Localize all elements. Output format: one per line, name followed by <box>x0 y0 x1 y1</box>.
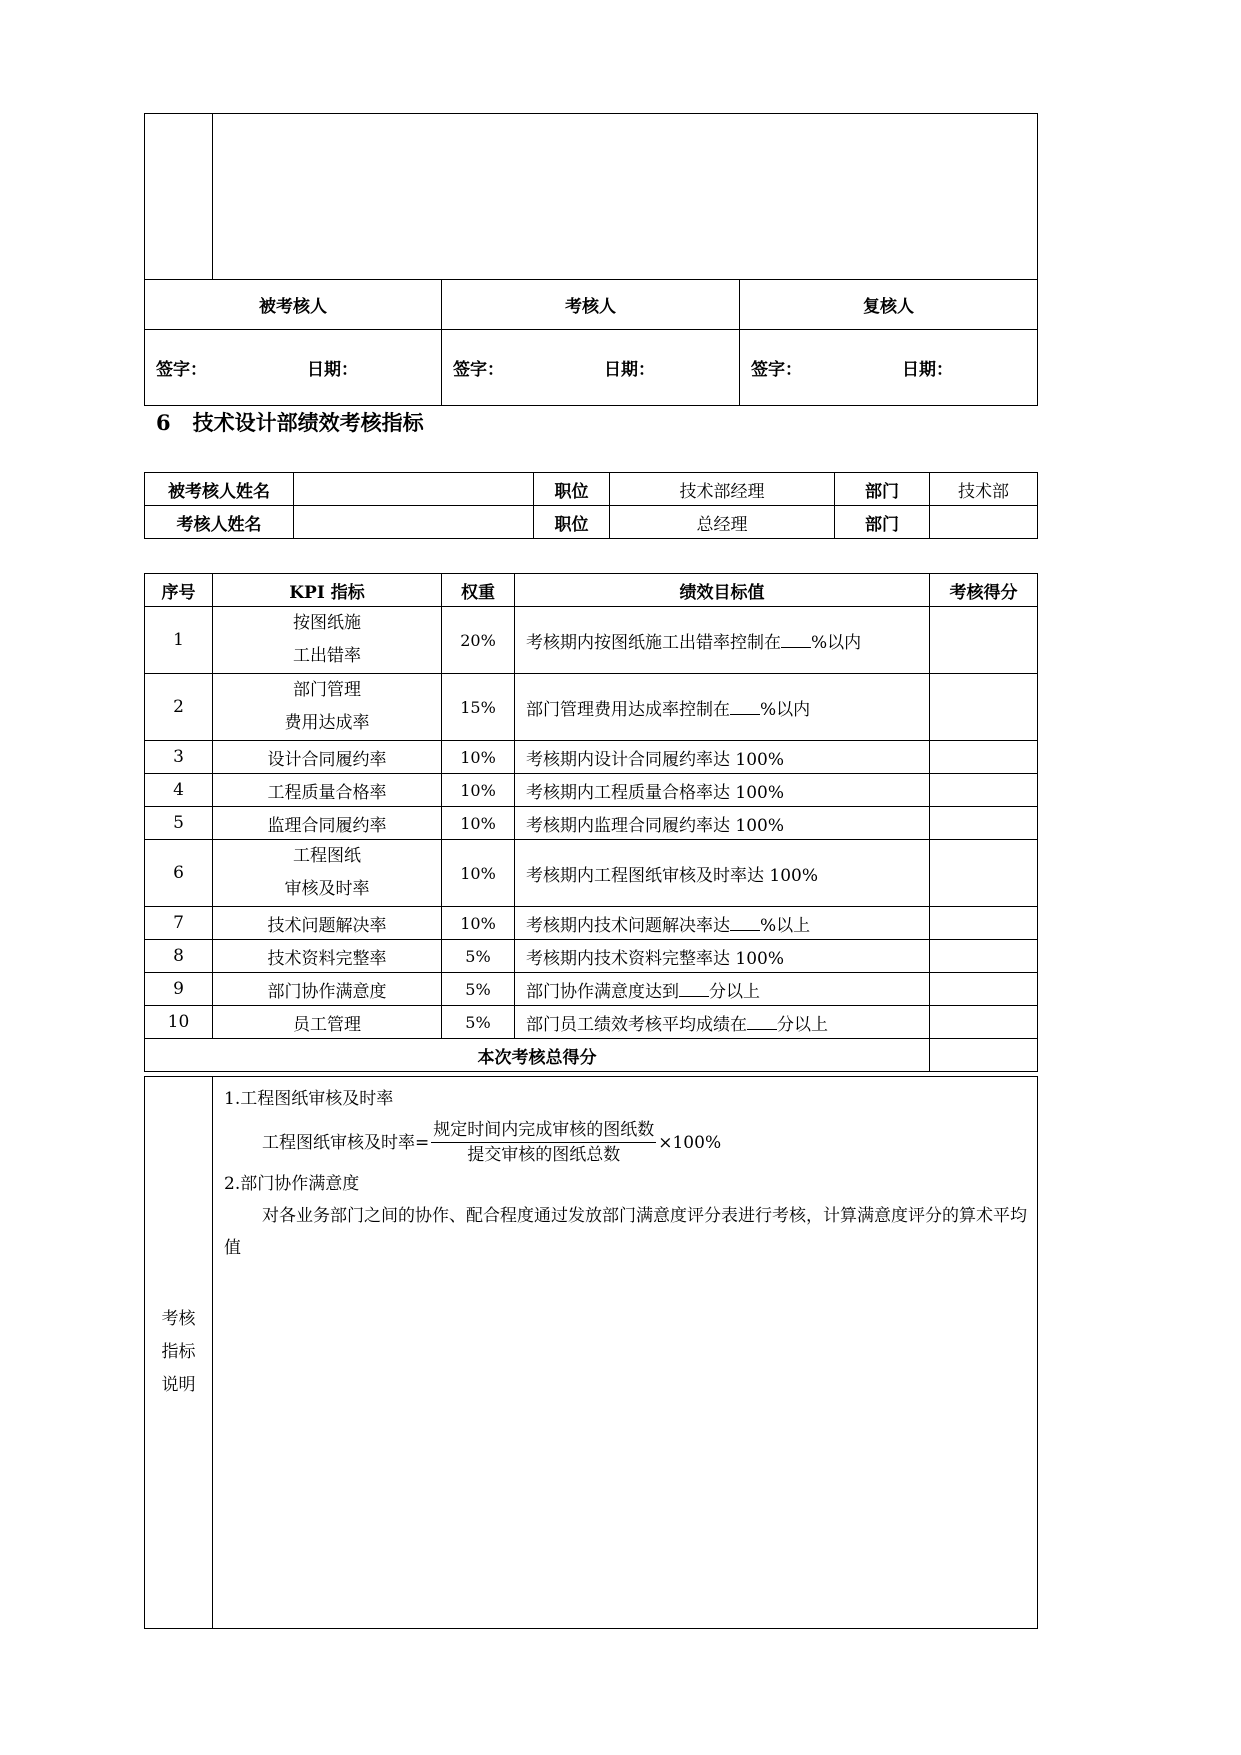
table-row <box>145 907 1038 940</box>
note-item1-title: 1.工程图纸审核及时率 <box>224 1089 394 1109</box>
row-target: 考核期内监理合同履约率达 100% <box>515 807 930 840</box>
fill-blank <box>730 700 760 715</box>
row-weight: 5% <box>442 1006 515 1039</box>
header-reviewer: 复核人 <box>740 280 1038 330</box>
row-kpi: 员工管理 <box>213 1006 442 1039</box>
table-row <box>145 741 1038 774</box>
row-no: 2 <box>145 674 213 741</box>
row-score <box>930 807 1038 840</box>
row-target: 部门协作满意度达到 分以上 <box>515 973 930 1006</box>
row-no: 1 <box>145 607 213 674</box>
row-kpi: 工程质量合格率 <box>213 774 442 807</box>
table-row <box>145 973 1038 1006</box>
row-no: 4 <box>145 774 213 807</box>
table-row <box>145 774 1038 807</box>
notes-label: 考核 指标 说明 <box>145 1077 213 1629</box>
header-assessor: 考核人 <box>442 280 740 330</box>
row-score <box>930 674 1038 741</box>
formula <box>262 1119 1029 1166</box>
row-weight: 20% <box>442 607 515 674</box>
header-kpi: KPI 指标 <box>213 574 442 607</box>
notes-body <box>213 1077 1038 1629</box>
notes-table <box>144 1076 1038 1629</box>
reviewer-sign-cell <box>740 330 1038 406</box>
formula-numerator: 规定时间内完成审核的图纸数 <box>431 1119 656 1143</box>
row-no: 6 <box>145 840 213 907</box>
info-table <box>144 472 1038 539</box>
row-score <box>930 907 1038 940</box>
total-score-value <box>930 1039 1038 1072</box>
row-target: 考核期内工程质量合格率达 100% <box>515 774 930 807</box>
row-target: 考核期内工程图纸审核及时率达 100% <box>515 840 930 907</box>
blank-content-cell <box>213 114 1038 280</box>
row-score <box>930 940 1038 973</box>
table-row <box>145 607 1038 674</box>
date-label: 日期： <box>902 360 953 380</box>
assessor-name-label: 考核人姓名 <box>145 506 294 539</box>
row-kpi: 设计合同履约率 <box>213 741 442 774</box>
table-row <box>145 674 1038 741</box>
note-item2-text: 对各业务部门之间的协作、配合程度通过发放部门满意度评分表进行考核，计算满意度评分的算术平均值 <box>224 1206 1027 1258</box>
assessor-department-value <box>930 506 1038 539</box>
fill-blank <box>730 916 760 931</box>
sign-label: 签字： <box>751 360 802 380</box>
section-title-text: 技术设计部绩效考核指标 <box>192 410 424 435</box>
table-row <box>145 940 1038 973</box>
table-row <box>145 1006 1038 1039</box>
assessee-name-label: 被考核人姓名 <box>145 473 294 506</box>
row-kpi: 技术问题解决率 <box>213 907 442 940</box>
total-score-label: 本次考核总得分 <box>145 1039 930 1072</box>
row-no: 3 <box>145 741 213 774</box>
fill-blank <box>747 1015 777 1030</box>
header-score: 考核得分 <box>930 574 1038 607</box>
row-score <box>930 973 1038 1006</box>
row-target: 部门管理费用达成率控制在 %以内 <box>515 674 930 741</box>
section-title <box>156 407 424 437</box>
row-score <box>930 774 1038 807</box>
row-score <box>930 607 1038 674</box>
row-kpi: 部门协作满意度 <box>213 973 442 1006</box>
date-label: 日期： <box>307 360 358 380</box>
kpi-table <box>144 573 1038 1072</box>
row-kpi: 技术资料完整率 <box>213 940 442 973</box>
row-weight: 5% <box>442 940 515 973</box>
row-target: 部门员工绩效考核平均成绩在 分以上 <box>515 1006 930 1039</box>
formula-fraction <box>431 1119 656 1166</box>
row-kpi: 按图纸施 工出错率 <box>213 607 442 674</box>
row-no: 7 <box>145 907 213 940</box>
row-kpi: 监理合同履约率 <box>213 807 442 840</box>
assessor-name-value <box>294 506 534 539</box>
section-number: 6 <box>156 410 171 435</box>
header-assessee: 被考核人 <box>145 280 442 330</box>
table-row <box>145 807 1038 840</box>
row-target: 考核期内按图纸施工出错率控制在 %以内 <box>515 607 930 674</box>
header-target: 绩效目标值 <box>515 574 930 607</box>
header-weight: 权重 <box>442 574 515 607</box>
row-weight: 10% <box>442 807 515 840</box>
row-weight: 10% <box>442 741 515 774</box>
row-score <box>930 741 1038 774</box>
row-target: 考核期内技术资料完整率达 100% <box>515 940 930 973</box>
sign-label: 签字： <box>453 360 504 380</box>
formula-lhs: 工程图纸审核及时率= <box>262 1132 430 1153</box>
row-no: 9 <box>145 973 213 1006</box>
assessee-position-value: 技术部经理 <box>610 473 835 506</box>
row-score <box>930 1006 1038 1039</box>
row-weight: 10% <box>442 774 515 807</box>
sign-label: 签字： <box>156 360 207 380</box>
note-item2-title: 2.部门协作满意度 <box>224 1174 360 1194</box>
header-no: 序号 <box>145 574 213 607</box>
row-kpi: 部门管理 费用达成率 <box>213 674 442 741</box>
assessor-sign-cell <box>442 330 740 406</box>
row-target: 考核期内技术问题解决率达 %以上 <box>515 907 930 940</box>
formula-suffix: ×100% <box>658 1132 722 1153</box>
row-weight: 10% <box>442 907 515 940</box>
fill-blank <box>679 982 709 997</box>
assessee-sign-cell <box>145 330 442 406</box>
row-weight: 5% <box>442 973 515 1006</box>
date-label: 日期： <box>604 360 655 380</box>
row-no: 10 <box>145 1006 213 1039</box>
department-label: 部门 <box>835 473 930 506</box>
row-kpi: 工程图纸 审核及时率 <box>213 840 442 907</box>
table-row <box>145 840 1038 907</box>
fill-blank <box>781 633 811 648</box>
assessee-name-value <box>294 473 534 506</box>
assessor-position-value: 总经理 <box>610 506 835 539</box>
row-score <box>930 840 1038 907</box>
row-no: 8 <box>145 940 213 973</box>
row-weight: 10% <box>442 840 515 907</box>
assessee-department-value: 技术部 <box>930 473 1038 506</box>
row-target: 考核期内设计合同履约率达 100% <box>515 741 930 774</box>
department-label: 部门 <box>835 506 930 539</box>
position-label: 职位 <box>534 473 610 506</box>
position-label: 职位 <box>534 506 610 539</box>
row-weight: 15% <box>442 674 515 741</box>
blank-label-cell <box>145 114 213 280</box>
formula-denominator: 提交审核的图纸总数 <box>467 1145 621 1165</box>
signoff-table <box>144 113 1038 406</box>
row-no: 5 <box>145 807 213 840</box>
